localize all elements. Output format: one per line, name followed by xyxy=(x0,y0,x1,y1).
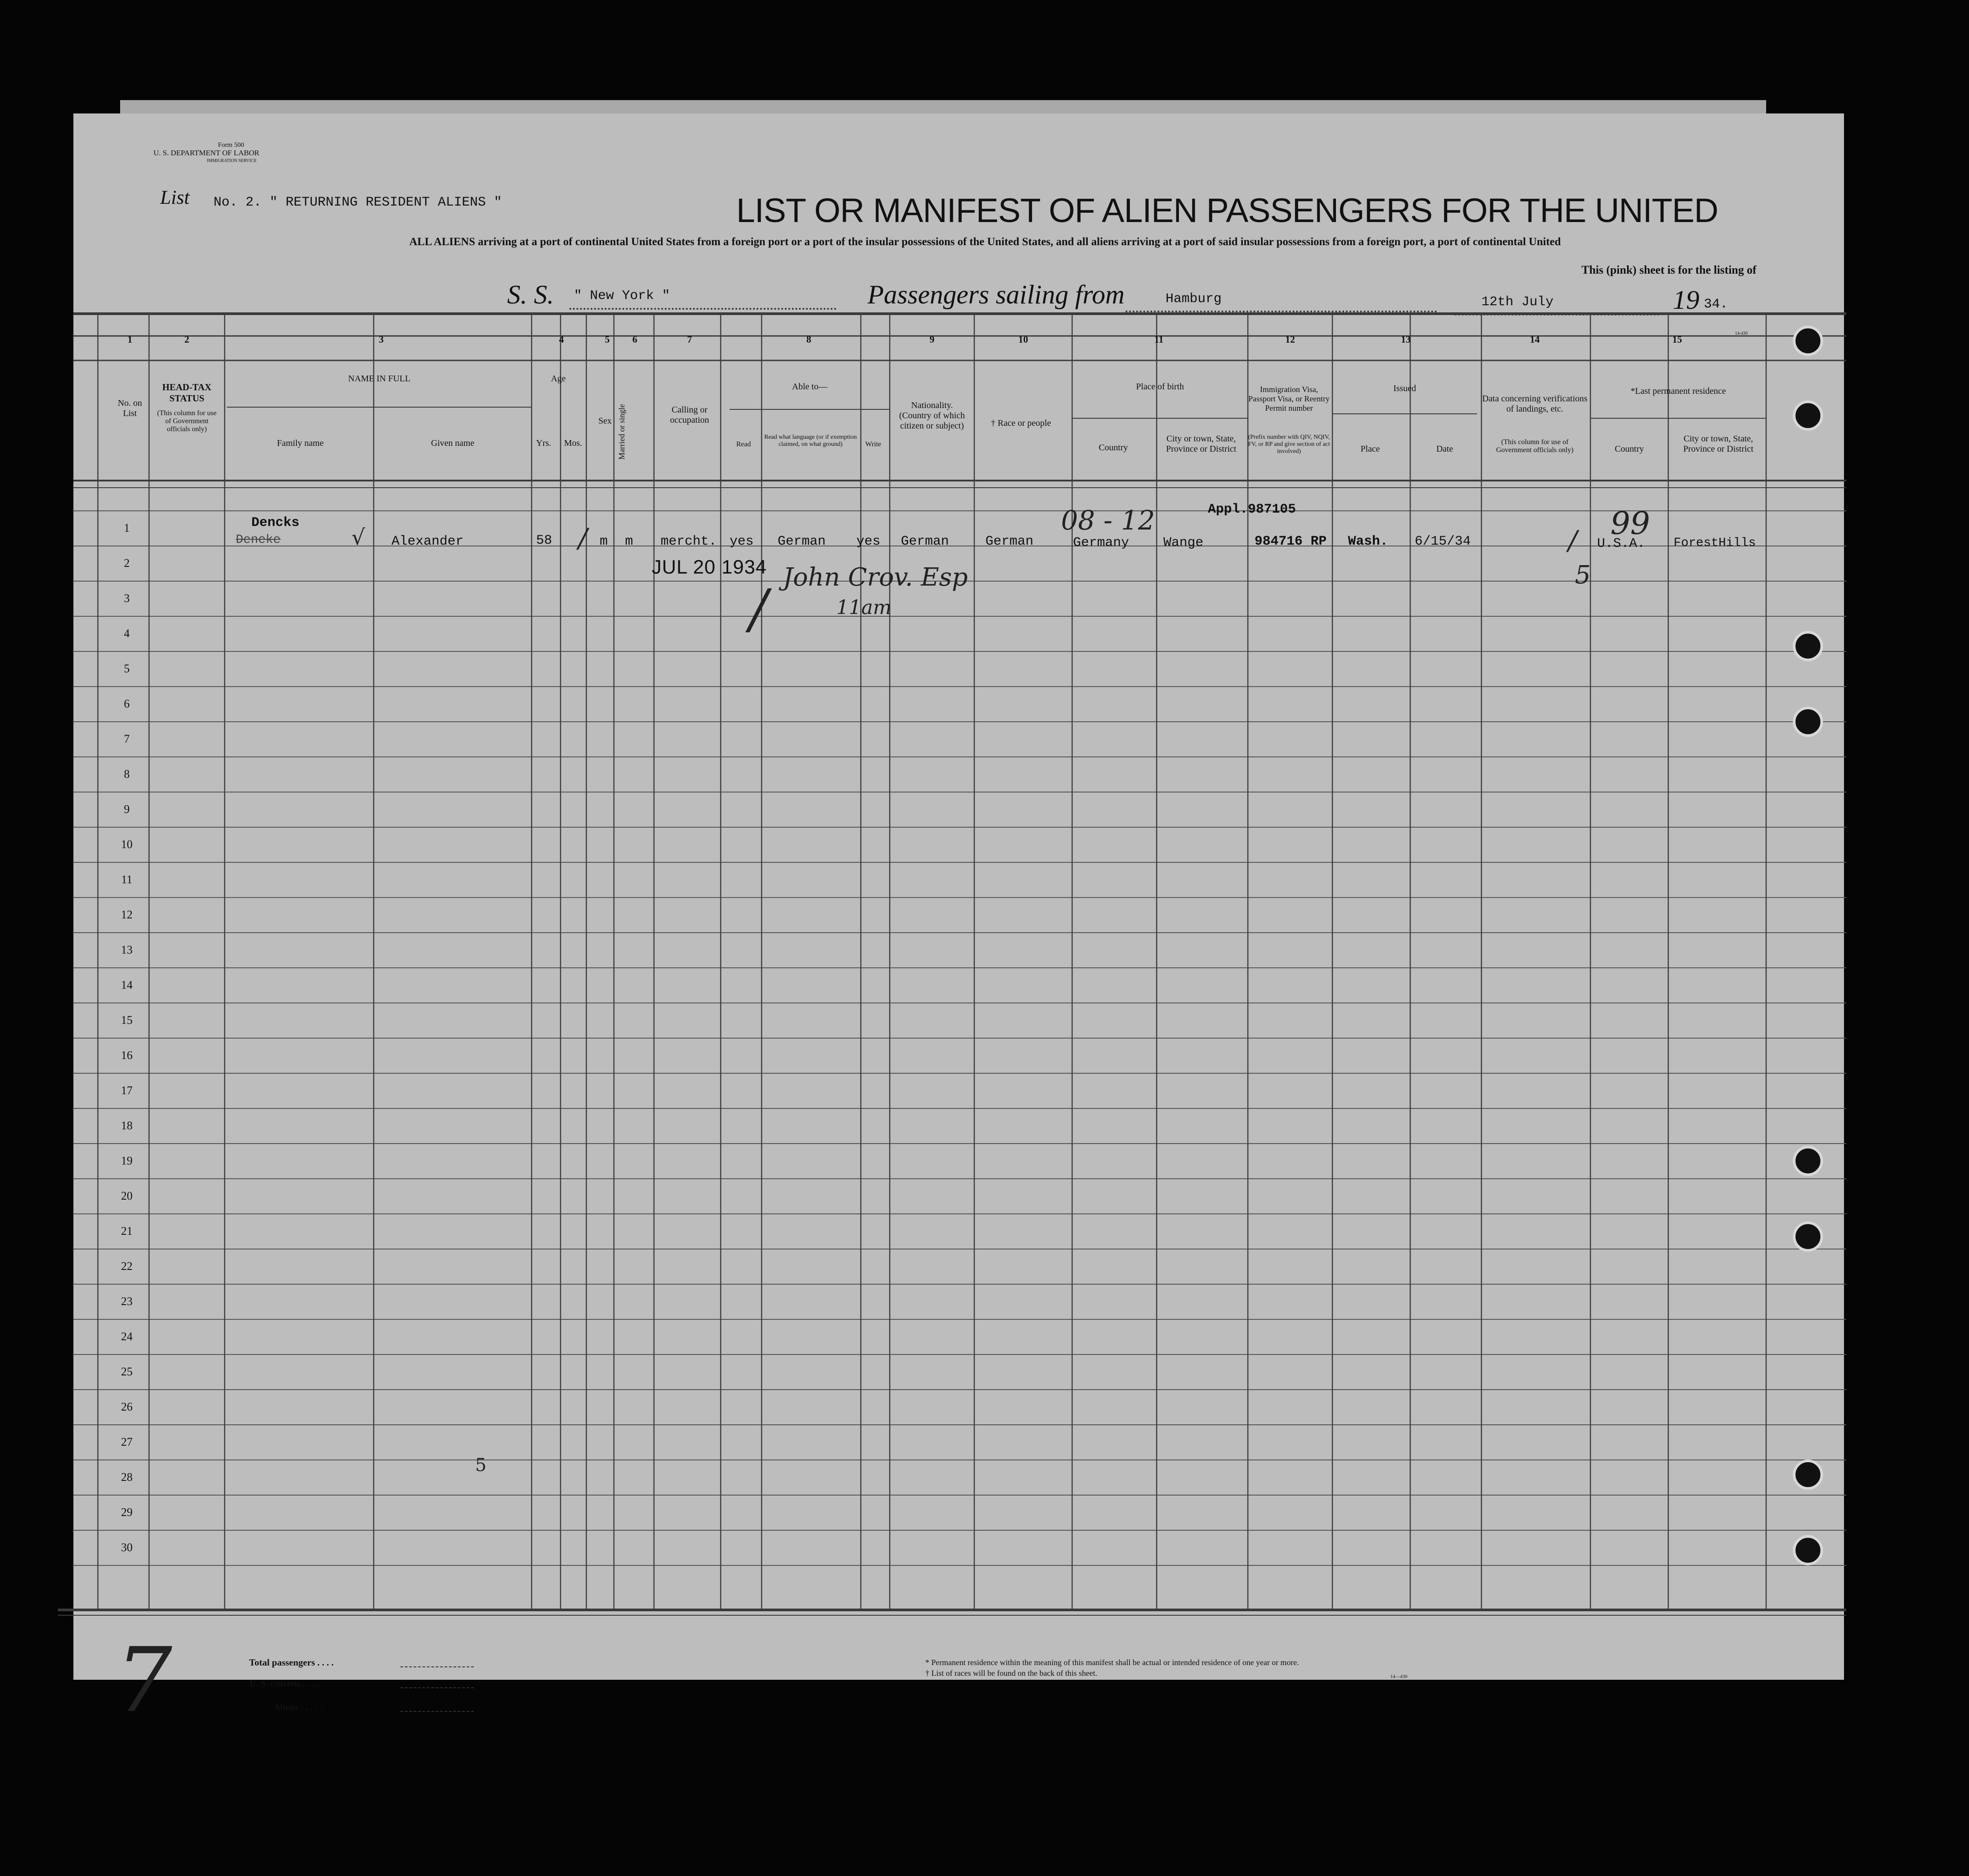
sailing-date: 12th July xyxy=(1481,295,1554,310)
sailing-port: Hamburg xyxy=(1166,291,1222,307)
entry-visa-appl: Appl.987105 xyxy=(1208,502,1296,517)
list-label: List xyxy=(160,186,190,208)
footer-aliens: Aliens . . . . . xyxy=(274,1702,322,1712)
column-number: 10 xyxy=(1018,334,1028,345)
header-data-concerning: Data concerning verifications of landings, etc. xyxy=(1482,394,1588,414)
header-married: Married or single xyxy=(617,404,626,460)
row-number: 11 xyxy=(121,873,133,886)
entry-race: German xyxy=(985,534,1034,549)
binder-hole xyxy=(1793,707,1823,737)
header-read: Read xyxy=(736,441,751,448)
entry-nationality: German xyxy=(901,534,949,549)
entry-family-name: Dencks xyxy=(251,515,300,530)
row-number: 22 xyxy=(121,1260,133,1273)
header-birth-country: Country xyxy=(1098,443,1128,453)
aliens-line xyxy=(400,1711,474,1712)
row-number: 15 xyxy=(121,1014,133,1027)
footer-note-residence: * Permanent residence within the meaning of this manifest shall be actual or intended residence of one year or more. xyxy=(925,1658,1299,1667)
entry-issued-date: 6/15/34 xyxy=(1415,534,1471,549)
row-number: 8 xyxy=(124,768,130,780)
entry-issued-place: Wash. xyxy=(1348,534,1388,549)
signature-flourish: / xyxy=(750,578,768,640)
sailing-year-prefix: 19 xyxy=(1673,285,1699,315)
header-issued: Issued xyxy=(1393,384,1416,393)
header-visa-note: (Prefix number with QIV, NQIV, FV, or RP and give section of act involved) xyxy=(1248,434,1330,455)
entry-read-language: German xyxy=(778,534,826,549)
header-race: † Race or people xyxy=(991,418,1051,428)
inspection-stamp-date: JUL 20 1934 xyxy=(652,556,767,578)
entry-birth-country: Germany xyxy=(1073,535,1130,550)
us-citizens-line xyxy=(400,1687,474,1688)
header-place-of-birth: Place of birth xyxy=(1136,382,1184,392)
entry-family-name-struck: Deneke xyxy=(236,533,281,547)
entry-check-mark: √ xyxy=(351,525,365,550)
column-number: 7 xyxy=(687,334,692,345)
form-number: Form 500 xyxy=(218,142,244,149)
manifest-subtitle: ALL ALIENS arriving at a port of continental United States from a foreign port or a port of the insular possessions of the United States, and all aliens arriving at a port of said insular possessions from a foreign port, a port of continental United xyxy=(409,236,1561,248)
sailing-year-suffix: 34. xyxy=(1704,297,1728,312)
header-head-tax-note: (This column for use of Government officials only) xyxy=(157,409,217,433)
row-number: 25 xyxy=(121,1365,133,1378)
binder-hole xyxy=(1793,400,1823,431)
row-number: 27 xyxy=(121,1435,133,1448)
header-given-name: Given name xyxy=(431,438,475,448)
row-number: 29 xyxy=(121,1506,133,1519)
column-number: 11 xyxy=(1154,334,1164,345)
column-number: 14 xyxy=(1530,334,1540,345)
row-number: 14 xyxy=(121,978,133,991)
column-number: 3 xyxy=(379,334,384,345)
sailing-label: Passengers sailing from xyxy=(867,280,1125,309)
entry-age-yrs: 58 xyxy=(536,533,553,548)
row-number: 20 xyxy=(121,1189,133,1202)
row-number: 24 xyxy=(121,1330,133,1343)
column-number: 6 xyxy=(632,334,638,345)
manifest-subtitle-2: This (pink) sheet is for the listing of xyxy=(1582,263,1757,276)
row-number: 30 xyxy=(121,1541,133,1554)
binder-hole xyxy=(1793,1146,1823,1176)
footer-note-races: † List of races will be found on the back of this sheet. xyxy=(925,1669,1097,1678)
inspection-time: 11am xyxy=(836,596,892,619)
row-number: 21 xyxy=(121,1225,133,1237)
row-number: 9 xyxy=(124,803,130,816)
entry-given-name: Alexander xyxy=(391,534,464,549)
entry-occupation: mercht. xyxy=(661,534,717,549)
header-res-city: City or town, State, Province or District xyxy=(1683,434,1754,454)
footer-total-passengers: Total passengers . . . . xyxy=(249,1657,334,1668)
column-number: 1 xyxy=(127,334,133,345)
header-sex: Sex xyxy=(598,416,612,426)
row-number: 2 xyxy=(124,557,130,570)
page-five-mark: 5 xyxy=(475,1455,487,1476)
header-read-what: Read what language (or if exemption claimed, on what ground) xyxy=(764,434,857,448)
manifest-title: LIST OR MANIFEST OF ALIEN PASSENGERS FOR THE UNITED xyxy=(736,192,1718,230)
row-number: 17 xyxy=(121,1084,133,1097)
binder-hole xyxy=(1793,631,1823,661)
margin-mark: 7 xyxy=(116,1629,173,1732)
column-number: 9 xyxy=(929,334,935,345)
row-number: 26 xyxy=(121,1400,133,1413)
entry-sex-mark: / xyxy=(578,523,588,554)
footer-code: 14—430 xyxy=(1390,1674,1408,1679)
header-nationality: Nationality. (Country of which citizen or subject) xyxy=(899,400,965,431)
binder-hole xyxy=(1793,326,1823,356)
row-number: 12 xyxy=(121,908,133,921)
header-no-on-list: No. on List xyxy=(117,398,142,418)
header-able-to: Able to— xyxy=(792,382,827,392)
row-number: 3 xyxy=(124,592,130,605)
footer-us-citizens: U. S. citizens . . . . xyxy=(249,1678,319,1689)
header-write: Write xyxy=(865,441,881,448)
header-issued-place: Place xyxy=(1360,444,1380,454)
header-data-note: (This column for use of Government officials only) xyxy=(1496,438,1574,454)
row-number: 6 xyxy=(124,697,130,710)
header-issued-date: Date xyxy=(1436,444,1453,454)
header-visa: Immigration Visa, Passport Visa, or Reentry Permit number xyxy=(1248,385,1330,412)
annotation-99: 99 xyxy=(1610,505,1650,542)
row-number: 28 xyxy=(121,1471,133,1484)
row-number: 5 xyxy=(124,662,130,675)
row-number: 18 xyxy=(121,1119,133,1132)
corner-code: 14-430 xyxy=(1735,331,1748,336)
binder-hole xyxy=(1793,1221,1823,1252)
row-number: 7 xyxy=(124,732,130,745)
total-passengers-line xyxy=(400,1666,474,1667)
row-number: 19 xyxy=(121,1154,133,1167)
entry-married: m xyxy=(625,534,633,549)
ss-label: S. S. xyxy=(507,280,554,309)
row-number: 16 xyxy=(121,1049,133,1062)
row-number: 23 xyxy=(121,1295,133,1308)
column-number: 5 xyxy=(605,334,610,345)
annotation-check-res: / xyxy=(1568,525,1578,556)
list-value: No. 2. " RETURNING RESIDENT ALIENS " xyxy=(214,195,502,210)
annotation-5-residence: 5 xyxy=(1575,561,1591,590)
entry-read: yes xyxy=(730,534,754,549)
service-label: IMMIGRATION SERVICE xyxy=(207,158,257,163)
column-number: 8 xyxy=(806,334,811,345)
column-number: 12 xyxy=(1285,334,1295,345)
entry-visa: 984716 RP xyxy=(1255,534,1327,549)
column-number: 15 xyxy=(1672,334,1682,345)
entry-birth-city: Wange xyxy=(1163,535,1204,550)
row-number: 4 xyxy=(124,627,130,640)
binder-hole xyxy=(1793,1460,1823,1490)
header-calling: Calling or occupation xyxy=(670,405,709,425)
annotation-08-12: 08 - 12 xyxy=(1061,505,1155,536)
row-number: 10 xyxy=(121,838,133,851)
inspector-signature: John Crov. Esp xyxy=(783,563,968,592)
entry-write: yes xyxy=(856,534,881,549)
header-family-name: Family name xyxy=(277,438,324,448)
header-head-tax: HEAD-TAX STATUS xyxy=(162,382,212,404)
header-last-residence: *Last permanent residence xyxy=(1630,386,1726,396)
entry-sex: m xyxy=(600,534,608,549)
department-label: U. S. DEPARTMENT OF LABOR xyxy=(153,149,259,157)
entry-res-city: ForestHills xyxy=(1674,536,1756,550)
header-mos: Mos. xyxy=(564,438,582,448)
header-birth-city: City or town, State, Province or District xyxy=(1166,434,1236,454)
binder-hole xyxy=(1793,1535,1823,1565)
ship-name: " New York " xyxy=(574,288,670,303)
header-age: Age xyxy=(551,374,566,384)
header-name-in-full: NAME IN FULL xyxy=(348,374,411,384)
entry-res-country: U.S.A. xyxy=(1597,536,1646,551)
row-number: 13 xyxy=(121,943,133,956)
header-res-country: Country xyxy=(1614,444,1644,454)
column-number: 13 xyxy=(1401,334,1411,345)
header-yrs: Yrs. xyxy=(536,438,551,448)
column-number: 2 xyxy=(184,334,190,345)
column-number: 4 xyxy=(559,334,564,345)
row-number: 1 xyxy=(124,522,130,534)
